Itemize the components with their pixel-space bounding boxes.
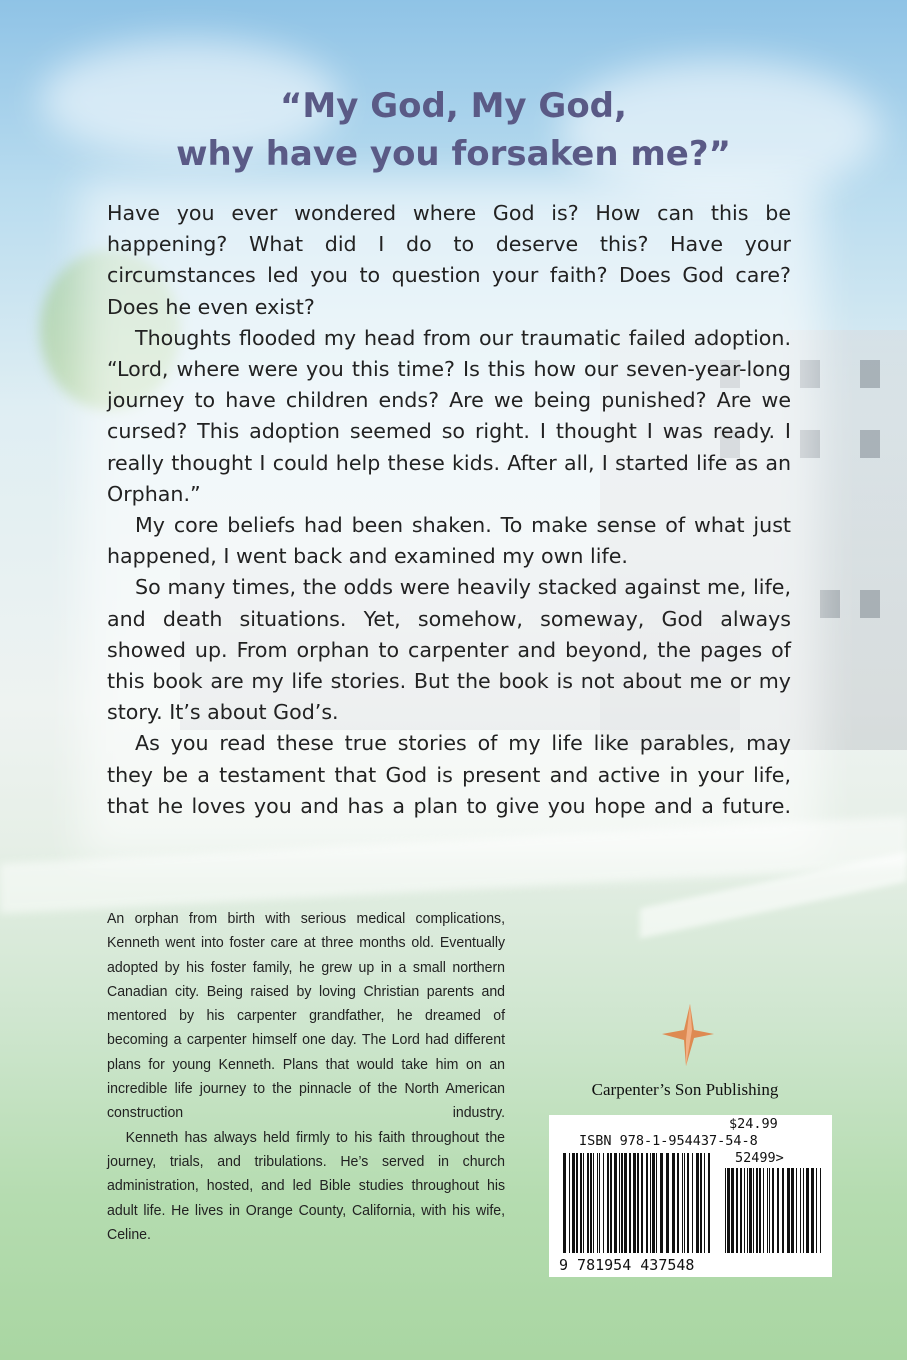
barcode-bar [816, 1168, 817, 1253]
barcode-bar [580, 1153, 582, 1253]
isbn-barcode [549, 1115, 832, 1277]
barcode-bar [744, 1168, 745, 1253]
barcode-bar [666, 1153, 669, 1253]
barcode-bar [583, 1153, 584, 1253]
barcode-bar [684, 1153, 685, 1253]
barcode-bar [772, 1168, 774, 1253]
building-window [860, 430, 880, 458]
barcode-bar [796, 1168, 797, 1253]
barcode-bar [646, 1153, 648, 1253]
barcode-bar [704, 1153, 705, 1253]
barcode-bar [569, 1153, 570, 1253]
barcode-bar [593, 1153, 594, 1253]
barcode-bar [736, 1168, 738, 1253]
synopsis-paragraph-1: Have you ever wondered where God is? How can this be happening? What did I do to deserve this? Have your circumstances led you to question your faith? Does God care? Does he even exist? [107, 201, 791, 319]
barcode-bar [633, 1153, 636, 1253]
author-bio [107, 907, 505, 1247]
barcode-bar [641, 1153, 643, 1253]
addon-code: 52499> [735, 1150, 784, 1166]
price-label: $24.99 [729, 1116, 778, 1132]
synopsis [107, 198, 791, 822]
barcode-bar [725, 1168, 726, 1253]
isbn-label: ISBN 978-1-954437-54-8 [579, 1133, 758, 1149]
barcode-bar [629, 1153, 631, 1253]
barcode-bar [791, 1168, 794, 1253]
barcode-bar [619, 1153, 620, 1253]
building-window [820, 590, 840, 618]
barcode-bar [677, 1153, 679, 1253]
barcode-bar [820, 1168, 821, 1253]
headline-line-1: “My God, My God, [280, 86, 627, 126]
barcode-bar [650, 1153, 651, 1253]
barcode-bar [756, 1168, 758, 1253]
barcode-bar [652, 1153, 655, 1253]
headline-quote [0, 82, 907, 178]
cross-star-icon [650, 1000, 720, 1070]
barcode-bar [590, 1153, 592, 1253]
building-window [860, 590, 880, 618]
bio-paragraph-2: Kenneth has always held firmly to his faith throughout the journey, trials, and tribulations. He’s served in church administration, hosted, and led Bible studies throughout his adult life. He lives in Orange County, California, with his wife, Celine. [107, 1128, 506, 1243]
barcode-bar [660, 1153, 663, 1253]
barcode-bar [599, 1153, 600, 1253]
barcode-bar [563, 1153, 566, 1253]
addon-barcode-bars [725, 1168, 823, 1259]
barcode-bar [700, 1153, 702, 1253]
building-window [860, 360, 880, 388]
barcode-bar [800, 1168, 801, 1253]
synopsis-paragraph-3: My core beliefs had been shaken. To make sense of what just happened, I went back and examined my own life. [107, 513, 791, 569]
barcode-bar [572, 1153, 575, 1253]
barcode-bar [749, 1168, 752, 1253]
barcode-bar [687, 1153, 689, 1253]
barcode-bar [740, 1168, 742, 1253]
barcode-bar [753, 1168, 754, 1253]
barcode-bar [614, 1153, 617, 1253]
barcode-bar [603, 1153, 604, 1253]
barcode-bar [787, 1168, 790, 1253]
barcode-bar [610, 1153, 612, 1253]
barcode-bar [656, 1153, 657, 1253]
barcode-bar [777, 1168, 779, 1253]
barcode-bar [803, 1168, 804, 1253]
barcode-bar [763, 1168, 764, 1253]
barcode-bar [576, 1153, 578, 1253]
barcode-bar [731, 1168, 734, 1253]
ean-barcode-bars [563, 1153, 713, 1259]
barcode-bar [769, 1168, 770, 1253]
ean-number: 9 781954 437548 [559, 1256, 695, 1274]
barcode-bar [806, 1168, 809, 1253]
barcode-bar [587, 1153, 589, 1253]
barcode-bar [747, 1168, 748, 1253]
barcode-bar [692, 1153, 693, 1253]
barcode-bar [621, 1153, 623, 1253]
barcode-bar [696, 1153, 699, 1253]
barcode-bar [624, 1153, 627, 1253]
barcode-bar [708, 1153, 710, 1253]
barcode-bar [672, 1153, 675, 1253]
synopsis-paragraph-2: Thoughts flooded my head from our traumatic failed adoption. “Lord, where were you this time? Is this how our seven-year-long journey to have children ends? Are we being punished? Are we cursed? This adoption seemed so right. I thought I was ready. I really thought I could help these kids. After all, I started life as an Orphan.” [107, 325, 791, 506]
headline-line-2: why have you forsaken me?” [176, 134, 731, 174]
barcode-bar [597, 1153, 598, 1253]
barcode-bar [767, 1168, 768, 1253]
barcode-bar [759, 1168, 761, 1253]
barcode-bar [637, 1153, 639, 1253]
barcode-bar [607, 1153, 609, 1253]
barcode-bar [782, 1168, 784, 1253]
barcode-bar [682, 1153, 683, 1253]
publisher-name: Carpenter’s Son Publishing [591, 1080, 779, 1099]
bio-paragraph-1: An orphan from birth with serious medical complications, Kenneth went into foster care at three months old. Eventually adopted by his foster family, he grew up in a small northern Canadian city. Being raised by loving Christian parents and mentored by his carpenter grandfather, he dreamed of becoming a carpenter himself one day. The Lord had different plans for young Kenneth. Plans that would take him on an incredible life journey to the pinnacle of the North American construction industry. [107, 910, 506, 1122]
synopsis-paragraph-5: As you read these true stories of my life like parables, may they be a testament that God is present and active in your life, that he loves you and has a plan to give you hope and a future. [107, 731, 791, 818]
synopsis-paragraph-4: So many times, the odds were heavily stacked against me, life, and death situations. Yet, somehow, someway, God always showed up. From orphan to carpenter and beyond, the pages of this book are my life stories. But the book is not about me or my story. It’s about God’s. [107, 575, 791, 725]
barcode-bar [727, 1168, 730, 1253]
barcode-bar [811, 1168, 814, 1253]
